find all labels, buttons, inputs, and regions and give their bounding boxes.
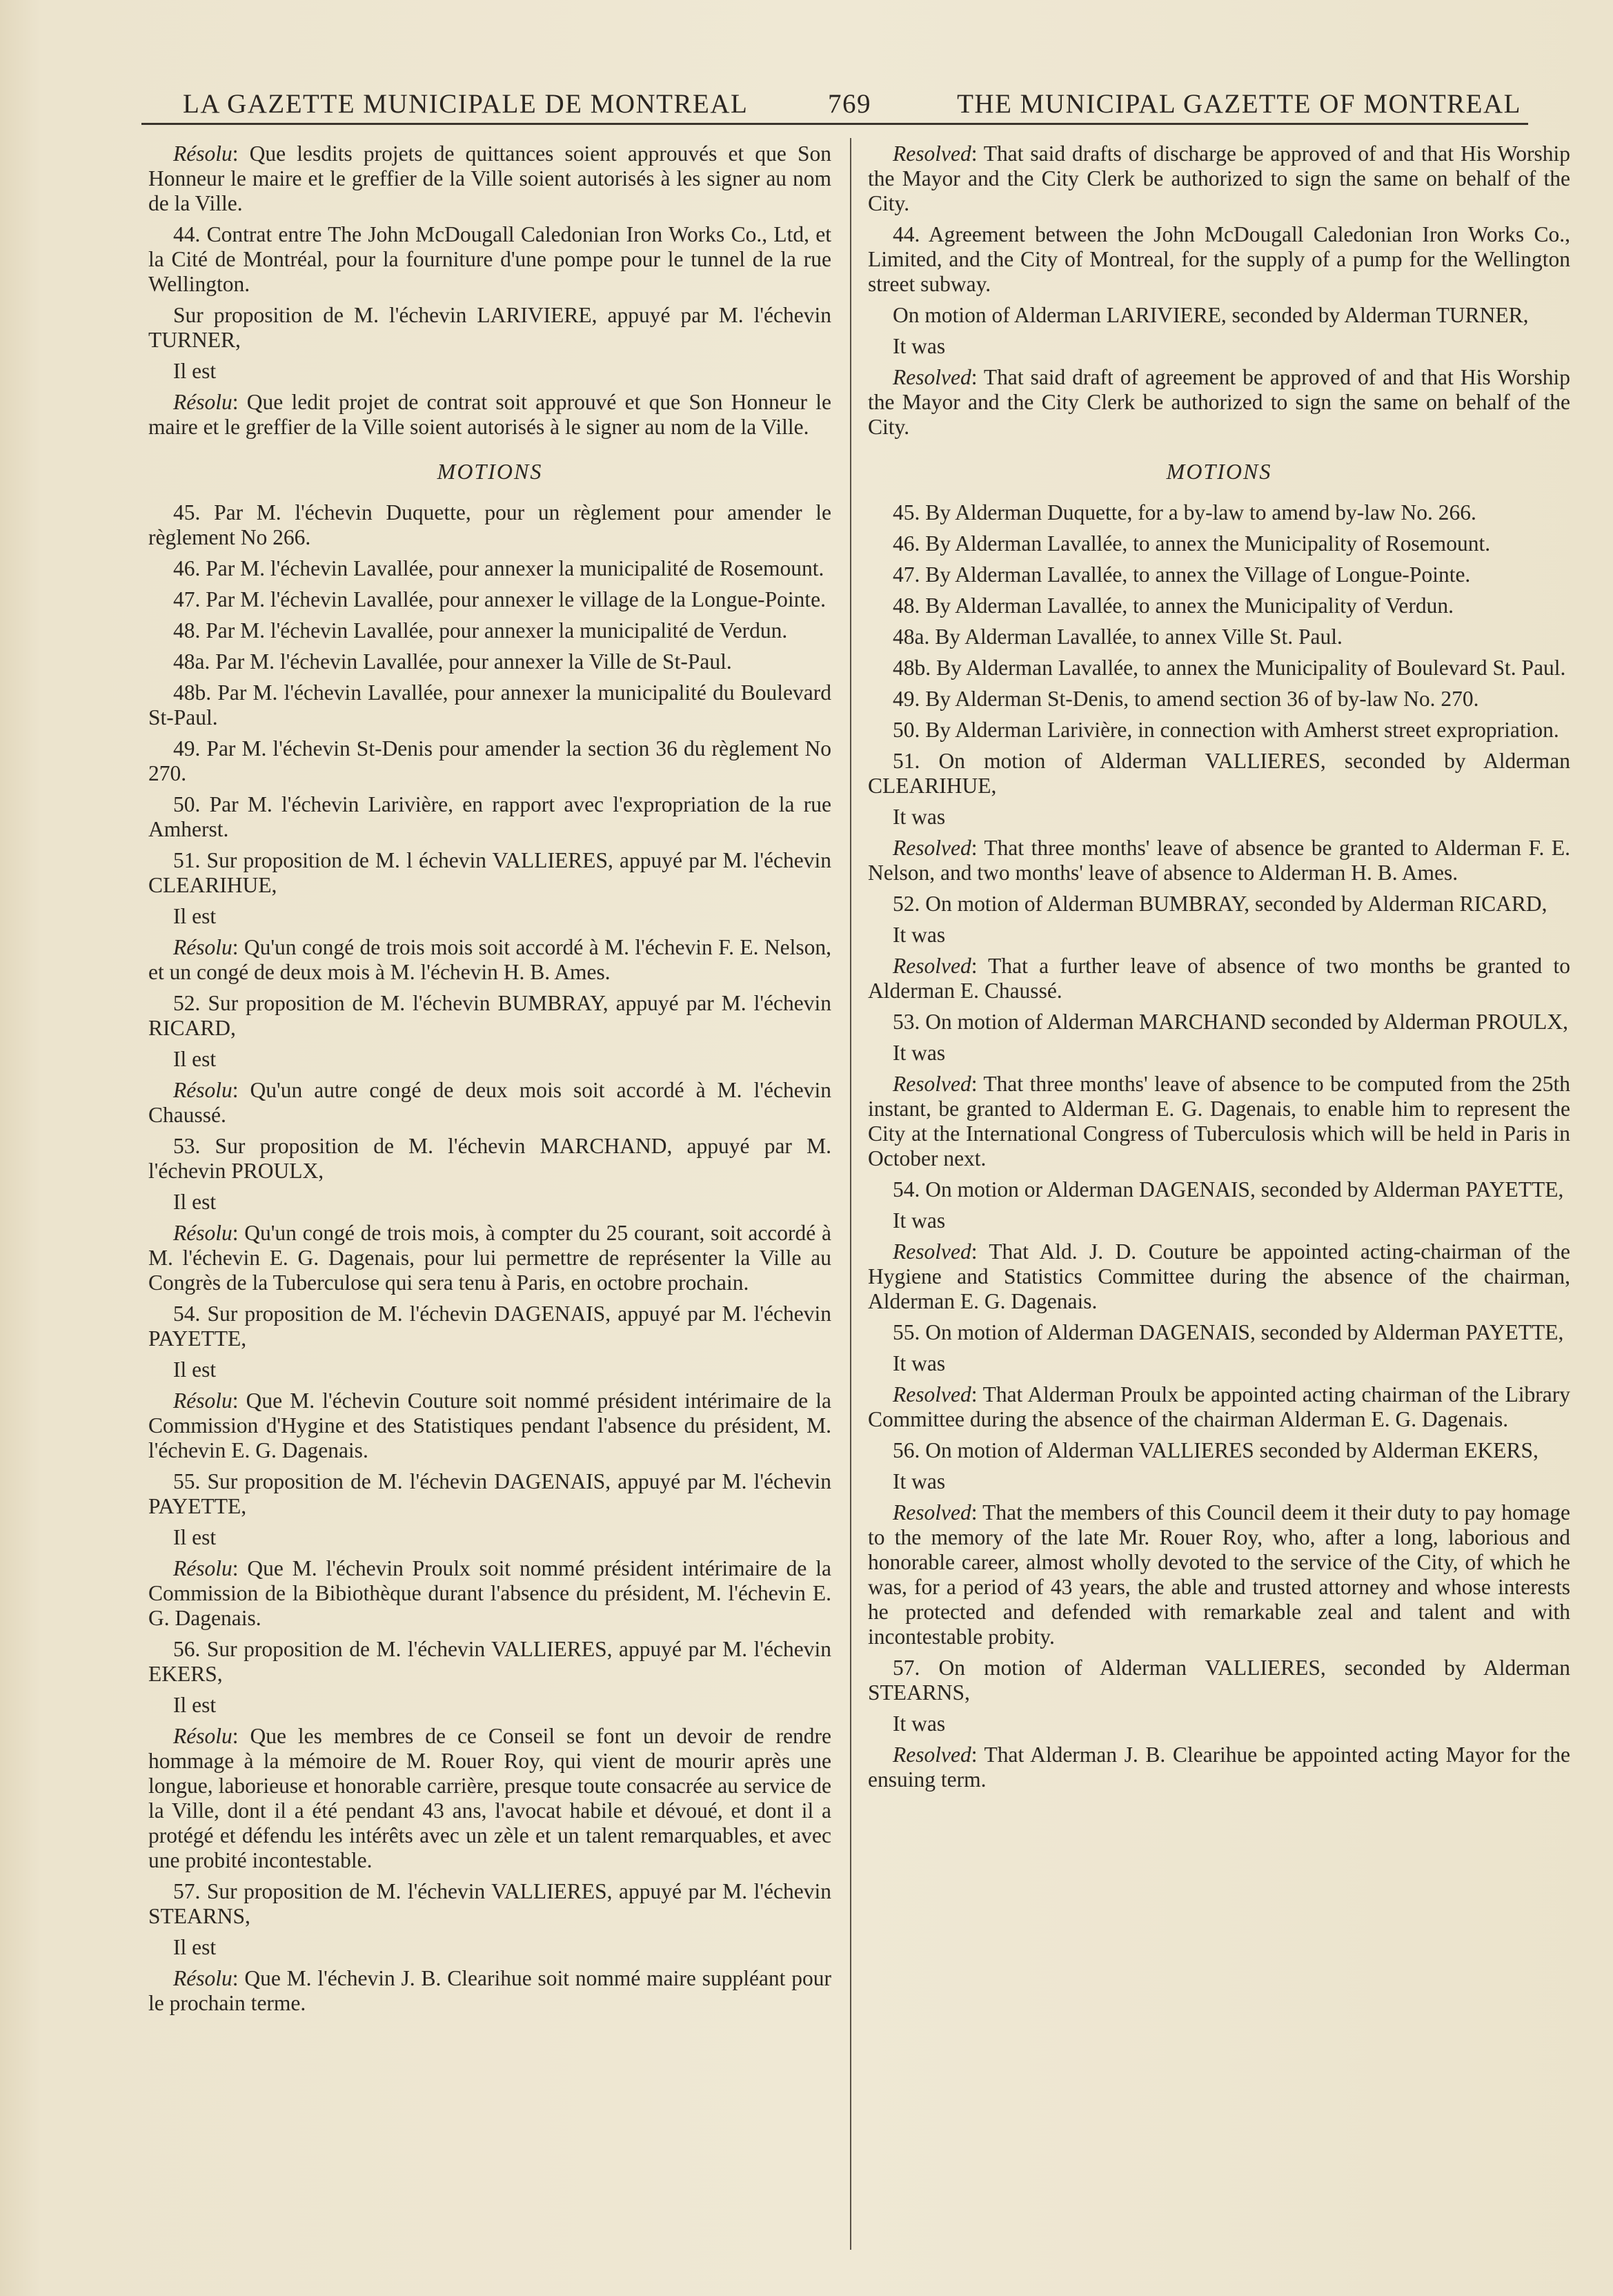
paragraph-text: 55. Sur proposition de M. l'échevin DAGENAIS, appuyé par M. l'échevin PAYETTE, <box>148 1469 831 1518</box>
paragraph <box>868 1239 1570 1314</box>
paragraph <box>148 1047 831 1072</box>
paragraph-text: : Qu'un congé de trois mois soit accordé à M. l'échevin F. E. Nelson, et un congé de deux mois à M. l'échevin H. B. Ames. <box>148 935 831 984</box>
paragraph <box>868 687 1570 712</box>
paragraph <box>148 587 831 612</box>
paragraph <box>148 1469 831 1519</box>
resolution-lead: Résolu <box>173 1389 232 1413</box>
paragraph <box>148 792 831 842</box>
paragraph <box>868 1351 1570 1376</box>
paragraph <box>868 365 1570 440</box>
paragraph <box>868 562 1570 587</box>
paragraph-text: 53. On motion of Alderman MARCHAND seconded by Alderman PROULX, <box>893 1010 1569 1034</box>
paragraph <box>148 556 831 581</box>
paragraph-text: 48a. Par M. l'échevin Lavallée, pour annexer la Ville de St-Paul. <box>173 649 732 674</box>
english-column <box>868 141 1570 1798</box>
resolution-lead: Résolu <box>173 935 232 959</box>
paragraph-text: Il est <box>173 1190 217 1214</box>
paragraph-text: 48. Par M. l'échevin Lavallée, pour annexer la municipalité de Verdun. <box>173 618 788 642</box>
paragraph <box>868 303 1570 328</box>
resolution-lead: Resolved <box>893 1382 971 1406</box>
paragraph <box>148 1221 831 1295</box>
resolution-lead: Resolved <box>893 1743 971 1767</box>
paragraph-text: 47. By Alderman Lavallée, to annex the Village of Longue-Pointe. <box>893 562 1471 587</box>
paragraph <box>148 904 831 929</box>
paragraph-text: 53. Sur proposition de M. l'échevin MARCHAND, appuyé par M. l'échevin PROULX, <box>148 1134 831 1183</box>
paragraph-text: Il est <box>173 904 217 928</box>
paragraph-text: : That Alderman Proulx be appointed acting chairman of the Library Committee during the absence of the chairman Alderman E. G. Dagenais. <box>868 1382 1570 1431</box>
paragraph-text: 51. Sur proposition de M. l échevin VALLIERES, appuyé par M. l'échevin CLEARIHUE, <box>148 848 831 897</box>
paragraph <box>868 1743 1570 1792</box>
paragraph <box>148 222 831 297</box>
paragraph-text: : That said draft of agreement be approved of and that His Worship the Mayor and the City Clerk be authorized to sign the same on behalf of the City. <box>868 365 1570 439</box>
column-divider <box>850 138 851 2250</box>
paragraph-text: 54. Sur proposition de M. l'échevin DAGENAIS, appuyé par M. l'échevin PAYETTE, <box>148 1302 831 1351</box>
paragraph-text: Il est <box>173 1525 217 1549</box>
paragraph <box>868 656 1570 680</box>
paragraph-text: : Que ledit projet de contrat soit approuvé et que Son Honneur le maire et le greffier de la Ville soient autorisés à le signer au nom de la Ville. <box>148 390 831 439</box>
french-column <box>148 141 831 2022</box>
paragraph <box>868 1469 1570 1494</box>
paragraph-text: : Que M. l'échevin J. B. Clearihue soit nommé maire suppléant pour le prochain terme. <box>148 1966 831 2015</box>
paragraph-text: : Que M. l'échevin Couture soit nommé président intérimaire de la Commission d'Hygine et des Statistiques pendant l'absence du président, M. l'échevin E. G. Dagenais. <box>148 1389 831 1462</box>
page-number: 769 <box>828 89 871 119</box>
paragraph <box>148 1966 831 2016</box>
paragraph-text: : Que M. l'échevin Proulx soit nommé président intérimaire de la Commission de la Bibiothèque durant l'absence du président, M. l'échevin E. G. Dagenais. <box>148 1556 831 1630</box>
resolution-lead: Résolu <box>173 1966 232 1990</box>
paragraph-text: 46. Par M. l'échevin Lavallée, pour annexer la municipalité de Rosemount. <box>173 556 824 580</box>
paragraph <box>148 1637 831 1687</box>
resolution-lead: Resolved <box>893 1072 971 1096</box>
paragraph <box>868 954 1570 1003</box>
paragraph <box>868 923 1570 948</box>
paragraph-text: It was <box>893 1711 946 1736</box>
paragraph <box>148 935 831 985</box>
resolution-lead: Resolved <box>893 141 971 166</box>
paragraph <box>148 359 831 384</box>
paragraph-text: 49. By Alderman St-Denis, to amend section 36 of by-law No. 270. <box>893 687 1479 711</box>
paragraph <box>148 1525 831 1550</box>
paragraph-text: 50. By Alderman Larivière, in connection with Amherst street expropriation. <box>893 718 1559 742</box>
paragraph-text: 48. By Alderman Lavallée, to annex the Municipality of Verdun. <box>893 593 1454 618</box>
page-header <box>176 81 1521 123</box>
paragraph <box>148 1935 831 1960</box>
paragraph <box>148 1134 831 1184</box>
paragraph <box>868 500 1570 525</box>
resolution-lead: Resolved <box>893 836 971 860</box>
header-english-title: THE MUNICIPAL GAZETTE OF MONTREAL <box>957 89 1521 119</box>
paragraph-text: On motion of Alderman LARIVIERE, seconded by Alderman TURNER, <box>893 303 1529 327</box>
paragraph <box>148 1357 831 1382</box>
paragraph-text: : That said drafts of discharge be approved of and that His Worship the Mayor and the City Clerk be authorized to sign the same on behalf of the City. <box>868 141 1570 215</box>
paragraph-text: Il est <box>173 359 217 383</box>
paragraph <box>148 1724 831 1873</box>
paragraph <box>148 1879 831 1929</box>
paragraph <box>148 848 831 898</box>
paragraph <box>868 1711 1570 1736</box>
resolution-lead: Resolved <box>893 1239 971 1264</box>
paragraph-text: 57. On motion of Alderman VALLIERES, seconded by Alderman STEARNS, <box>868 1656 1570 1705</box>
paragraph <box>148 141 831 216</box>
paragraph-text: It was <box>893 1208 946 1233</box>
paragraph-text: 56. On motion of Alderman VALLIERES seconded by Alderman EKERS, <box>893 1438 1538 1462</box>
paragraph-text: Il est <box>173 1047 217 1071</box>
paragraph <box>868 892 1570 916</box>
paragraph <box>148 500 831 550</box>
header-french-title: LA GAZETTE MUNICIPALE DE MONTREAL <box>183 89 749 119</box>
paragraph-text: 44. Agreement between the John McDougall Caledonian Iron Works Co., Limited, and the City of Montreal, for the supply of a pump for the Wellington street subway. <box>868 222 1570 296</box>
paragraph <box>868 334 1570 359</box>
paragraph-text: 44. Contrat entre The John McDougall Caledonian Iron Works Co., Ltd, et la Cité de Montréal, pour la fourniture d'une pompe pour le tunnel de la rue Wellington. <box>148 222 831 296</box>
paragraph-text: : Que lesdits projets de quittances soient approuvés et que Son Honneur le maire et le greffier de la Ville soient autorisés à les signer au nom de la Ville. <box>148 141 831 215</box>
paragraph-text: Sur proposition de M. l'échevin LARIVIERE, appuyé par M. l'échevin TURNER, <box>148 303 831 352</box>
paragraph <box>868 593 1570 618</box>
paragraph <box>868 222 1570 297</box>
paragraph-text: 54. On motion or Alderman DAGENAIS, seconded by Alderman PAYETTE, <box>893 1177 1564 1201</box>
resolution-lead: Resolved <box>893 365 971 389</box>
paragraph-text: 47. Par M. l'échevin Lavallée, pour annexer le village de la Longue-Pointe. <box>173 587 826 611</box>
paragraph-text: : That Alderman J. B. Clearihue be appointed acting Mayor for the ensuing term. <box>868 1743 1570 1792</box>
paragraph-text: : That a further leave of absence of two months be granted to Alderman E. Chaussé. <box>868 954 1570 1003</box>
paragraph <box>148 1190 831 1215</box>
paragraph-text: : That Ald. J. D. Couture be appointed acting-chairman of the Hygiene and Statistics Committee during the absence of the chairman, Alderman E. G. Dagenais. <box>868 1239 1570 1313</box>
motions-heading: MOTIONS <box>437 459 543 484</box>
paragraph <box>868 1320 1570 1345</box>
paragraph-text: 51. On motion of Alderman VALLIERES, seconded by Alderman CLEARIHUE, <box>868 749 1570 798</box>
paragraph-text: 55. On motion of Alderman DAGENAIS, seconded by Alderman PAYETTE, <box>893 1320 1564 1344</box>
paragraph-text: It was <box>893 334 946 358</box>
paragraph-text: It was <box>893 1469 946 1493</box>
paragraph-text: : That the members of this Council deem it their duty to pay homage to the memory of the late Mr. Rouer Roy, who, after a long, laborious and honorable career, almost wholly devoted to the service of the City, of which he was, for a period of 43 years, the able and trusted attorney and whose interests he protected and defended with remarkable zeal and talent and with incontestable probity. <box>868 1500 1570 1649</box>
paragraph-text: 48b. By Alderman Lavallée, to annex the Municipality of Boulevard St. Paul. <box>893 656 1566 680</box>
paragraph <box>868 1041 1570 1066</box>
paragraph <box>148 1389 831 1463</box>
resolution-lead: Resolved <box>893 1500 971 1524</box>
resolution-lead: Résolu <box>173 141 232 166</box>
paragraph-text: 50. Par M. l'échevin Larivière, en rapport avec l'expropriation de la rue Amherst. <box>148 792 831 841</box>
paragraph <box>868 749 1570 798</box>
paragraph <box>868 141 1570 216</box>
paragraph-text: 49. Par M. l'échevin St-Denis pour amender la section 36 du règlement No 270. <box>148 736 831 785</box>
paragraph <box>868 1072 1570 1171</box>
paragraph <box>148 1556 831 1631</box>
paragraph <box>868 1656 1570 1705</box>
paragraph <box>148 649 831 674</box>
paragraph <box>148 303 831 353</box>
paragraph <box>868 1010 1570 1034</box>
paragraph-text: 52. Sur proposition de M. l'échevin BUMBRAY, appuyé par M. l'échevin RICARD, <box>148 991 831 1040</box>
motions-heading: MOTIONS <box>1166 459 1272 484</box>
paragraph-text: Il est <box>173 1357 217 1382</box>
paragraph-text: : Qu'un autre congé de deux mois soit accordé à M. l'échevin Chaussé. <box>148 1078 831 1127</box>
paragraph <box>868 1208 1570 1233</box>
paragraph <box>868 625 1570 649</box>
paragraph <box>868 836 1570 885</box>
paragraph-text: 45. By Alderman Duquette, for a by-law to amend by-law No. 266. <box>893 500 1476 524</box>
paragraph-text: 52. On motion of Alderman BUMBRAY, seconded by Alderman RICARD, <box>893 892 1547 916</box>
paragraph <box>148 680 831 730</box>
paragraph-text: 46. By Alderman Lavallée, to annex the Municipality of Rosemount. <box>893 531 1491 556</box>
paragraph <box>868 1177 1570 1202</box>
paragraph <box>148 1302 831 1351</box>
paragraph <box>148 1078 831 1128</box>
paragraph-text: 45. Par M. l'échevin Duquette, pour un règlement pour amender le règlement No 266. <box>148 500 831 549</box>
paragraph-text: Il est <box>173 1935 217 1959</box>
paragraph <box>868 718 1570 743</box>
header-rule <box>141 123 1528 125</box>
resolution-lead: Résolu <box>173 1556 232 1580</box>
resolution-lead: Résolu <box>173 390 232 414</box>
paragraph <box>148 390 831 440</box>
paragraph-text: It was <box>893 1041 946 1065</box>
paragraph <box>868 805 1570 830</box>
resolution-lead: Resolved <box>893 954 971 978</box>
paragraph <box>148 1693 831 1718</box>
paragraph-text: : That three months' leave of absence be granted to Alderman F. E. Nelson, and two months' leave of absence to Alderman H. B. Ames. <box>868 836 1570 885</box>
paragraph <box>868 1500 1570 1649</box>
paragraph-text: 56. Sur proposition de M. l'échevin VALLIERES, appuyé par M. l'échevin EKERS, <box>148 1637 831 1686</box>
paragraph-text: It was <box>893 805 946 829</box>
paragraph-text: It was <box>893 923 946 947</box>
paragraph-text: Il est <box>173 1693 217 1717</box>
paragraph <box>868 1382 1570 1432</box>
paragraph <box>868 1438 1570 1463</box>
paragraph <box>148 618 831 643</box>
paragraph <box>868 531 1570 556</box>
paragraph-text: : That three months' leave of absence to be computed from the 25th instant, be granted to Alderman E. G. Dagenais, to enable him to represent the City at the International Congress of Tuberculosis which will be held in Paris in October next. <box>868 1072 1570 1170</box>
paragraph-text: 48a. By Alderman Lavallée, to annex Ville St. Paul. <box>893 625 1343 649</box>
paragraph-text: 48b. Par M. l'échevin Lavallée, pour annexer la municipalité du Boulevard St-Paul. <box>148 680 831 729</box>
paragraph-text: It was <box>893 1351 946 1375</box>
resolution-lead: Résolu <box>173 1724 232 1748</box>
paragraph-text: : Qu'un congé de trois mois, à compter du 25 courant, soit accordé à M. l'échevin E. G. Dagenais, pour lui permettre de représenter la Ville au Congrès de la Tuberculose qui sera tenu à Paris, en octobre prochain. <box>148 1221 831 1295</box>
resolution-lead: Résolu <box>173 1078 232 1102</box>
paragraph-text: : Que les membres de ce Conseil se font un devoir de rendre hommage à la mémoire de M. Rouer Roy, qui vient de mourir après une longue, laborieuse et honorable carrière, presque toute consacrée au service de la Ville, dont il a été pendant 43 ans, l'avocat habile et dévoué, et dont il a protégé et défendu les intérêts avec un zèle et un talent remarquables, et avec une probité incontestable. <box>148 1724 831 1872</box>
resolution-lead: Résolu <box>173 1221 232 1245</box>
paragraph-text: 57. Sur proposition de M. l'échevin VALLIERES, appuyé par M. l'échevin STEARNS, <box>148 1879 831 1928</box>
paragraph <box>148 736 831 786</box>
paragraph <box>148 991 831 1041</box>
